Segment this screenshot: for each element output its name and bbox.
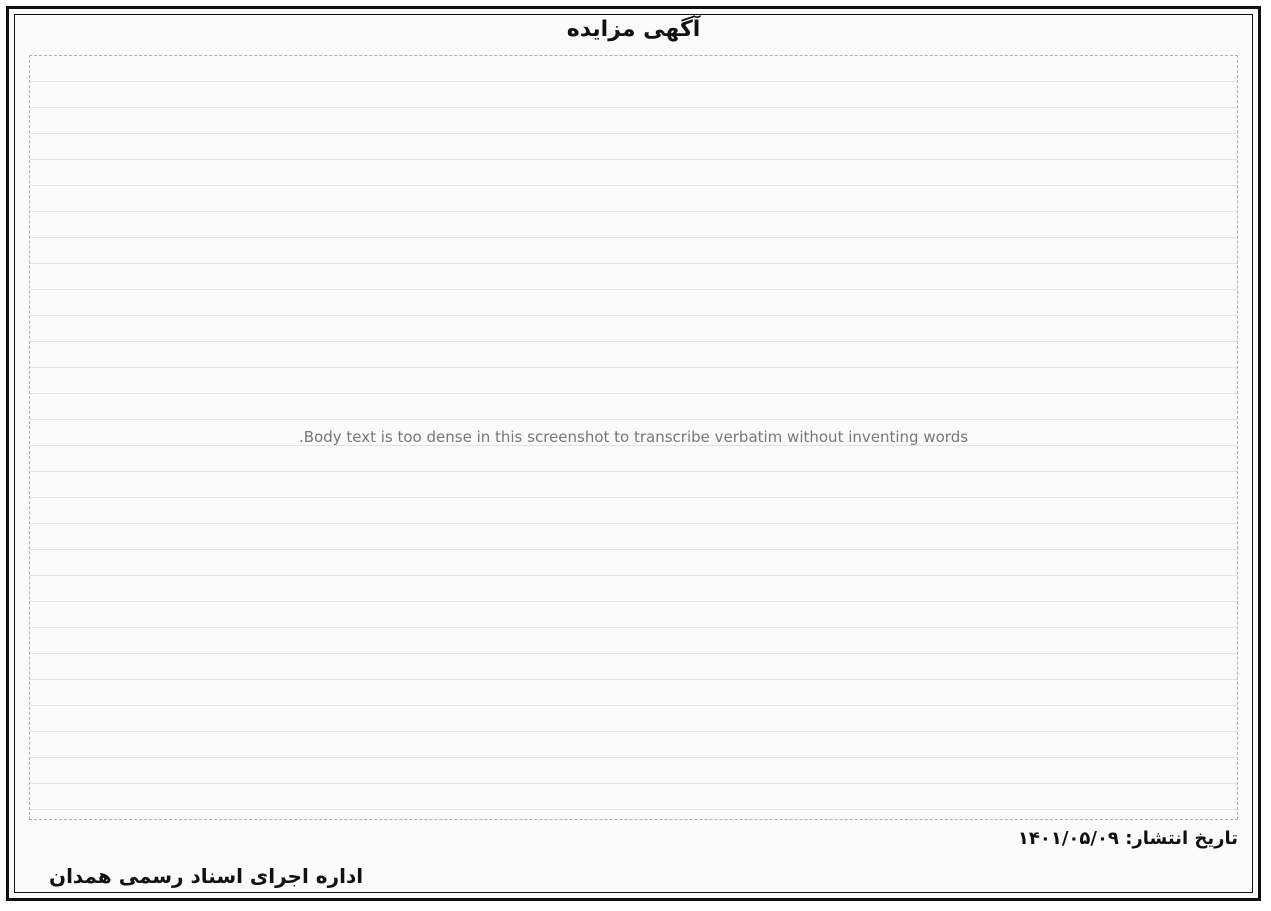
publication-date-value: ۱۴۰۱/۰۵/۰۹ <box>1017 828 1119 849</box>
body-placeholder: Body text is too dense in this screenshot to transcribe verbatim without inventing words. <box>29 55 1238 820</box>
publication-date <box>1018 828 1238 849</box>
notice-body <box>29 55 1238 820</box>
footer <box>29 828 1238 888</box>
document-frame <box>6 6 1261 901</box>
publication-date-label: تاریخ انتشار: <box>1125 828 1238 849</box>
notice-title: آگهی مزایده <box>566 17 701 42</box>
signature: اداره اجرای اسناد رسمی همدان <box>49 864 364 888</box>
